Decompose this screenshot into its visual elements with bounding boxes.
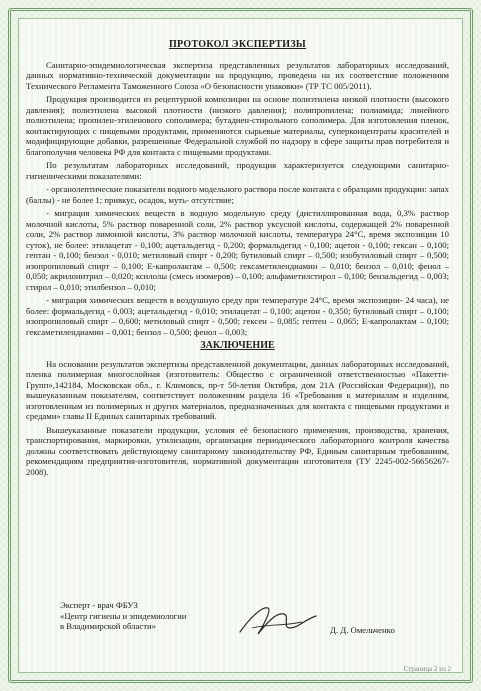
paragraph-organoleptic: - органолептические показатели водного модельного раствора после контакта с образцами продукции: запах (баллы) - не более 1; привкус, осадок, муть- отсутствие;: [26, 184, 449, 205]
document-body: [26, 40, 449, 480]
paragraph-migration-air: - миграция химических веществ в воздушную среду при температуре 24°С, время экспозиции- 24 часа), не более: формальдегид - 0,003; ацетальдегид - 0,010; этилацетат – 0,100; ацетон - 0,350; бутиловый спирт – 0,100; изопропиловый спирт – 0,600; метиловый спирт - 0,500; гексен – 0,085; гептен – 0,065; Е-капролактам – 0,100; гексаметилендиамин – 0,001; бензол – 0,500; фенол – 0,003;: [26, 295, 449, 337]
document-title: ПРОТОКОЛ ЭКСПЕРТИЗЫ: [168, 39, 307, 50]
paragraph-1: Санитарно-эпидемиологическая экспертиза представленных результатов лабораторных исследований, данных нормативно-технической документации на продукцию, проведена на их соответствие положениям Технического Регламента Таможенного Союза «О безопасности упаковки» (ТР ТС 005/2011).: [26, 59, 449, 91]
conclusion-paragraph-2: Вышеуказанные показатели продукции, условия её безопасного применения, производства, хранения, транспортирования, маркировки, утилизации, организация периодического лабораторного контроля качества должны соответствовать действующему санитарному законодательству РФ, Единым санитарным требованиям, рекомендациям предприятия-изготовителя, нормативной документации изготовителя (ТУ 2245-002-56656267-2008).: [26, 424, 449, 477]
signatory-name: Д. Д. Омельченко: [330, 625, 395, 635]
paragraph-2: Продукция производится из рецептурной композиции на основе полиэтилена низкой плотности (высокого давления); полиэтилена высокой плотности (низкого давления); полипропилена; полиамида; линейного полиэтилена; пропилен-этиленового сополимера; бутадиен-стирольного сополимера. Для изготовления пленок, контактирующих с пищевыми продуктами, применяются сырьевые материалы, суперконцентраты красителей и модифицирующие добавки, разрешенные Федеральной службой по надзору в сфере защиты прав потребителя и благополучия человека РФ для контакта с пищевыми продуктами.: [26, 94, 449, 157]
signatory-line-3: в Владимирской области»: [60, 621, 157, 631]
handwritten-signature: [232, 598, 322, 643]
signatory-line-2: «Центр гигиены и эпидемиологии: [60, 610, 187, 621]
conclusion-title: ЗАКЛЮЧЕНИЕ: [200, 340, 275, 351]
page-number: Страница 2 из 2: [403, 665, 451, 673]
paragraph-migration-water: - миграция химических веществ в водную модельную среду (дистиллированная вода, 0,3% раствор молочной кислоты, 5% раствор поваренной соли, 2% раствор уксусной кислоты, содержащей 2% поваренной соли, 2% раствор лимонной кислоты, 3% раствор молочной кислоты, температура 24°С, время экспозиции 10 суток), не более: этилацетат - 0,100; ацетальдегид - 0,200; формальдегид - 0,100; ацетон - 0,100; гексан – 0,100; гептан - 0,100; бензол - 0,010; метиловый спирт - 0,200; бутиловый спирт – 0,500; изобутиловый спирт – 0,500; изопропиловый спирт – 0,100; Е-капролактам – 0,500; гексаметилендиамин – 0,010; бензол – 0,010; фенол – 0,050; акрилонитрил – 0,020; ксилолы (смесь изомеров) – 0,100; альфаметилстирол – 0,100; бензальдегид – 0,003; стирол – 0,010; этилбензол – 0,010;: [26, 208, 449, 292]
paragraph-3: По результатам лабораторных исследований, продукция характеризуется следующими санитарно-гигиеническими показателями:: [26, 160, 449, 181]
signatory-line-1: Эксперт - врач ФБУЗ: [60, 600, 138, 610]
conclusion-paragraph-1: На основании результатов экспертизы представленной документации, данных лабораторных исследований, пленка полимерная многослойная (изготовитель: Общество с ограниченной ответственностью «Пакетти-Групп»,142184, Московская обл., г. Климовск, пр-т 50-летия Октября, дом 21А (Российская Федерация)), по вышеуказанным показателям, соответствует положениям раздела 16 «Требования к материалам и изделиям, изготовленным из полимерных и других материалов, предназначенных для контакта с пищевыми продуктами и средами» главы II Единых санитарных требований.: [26, 358, 449, 421]
signatory-block: [60, 600, 187, 632]
